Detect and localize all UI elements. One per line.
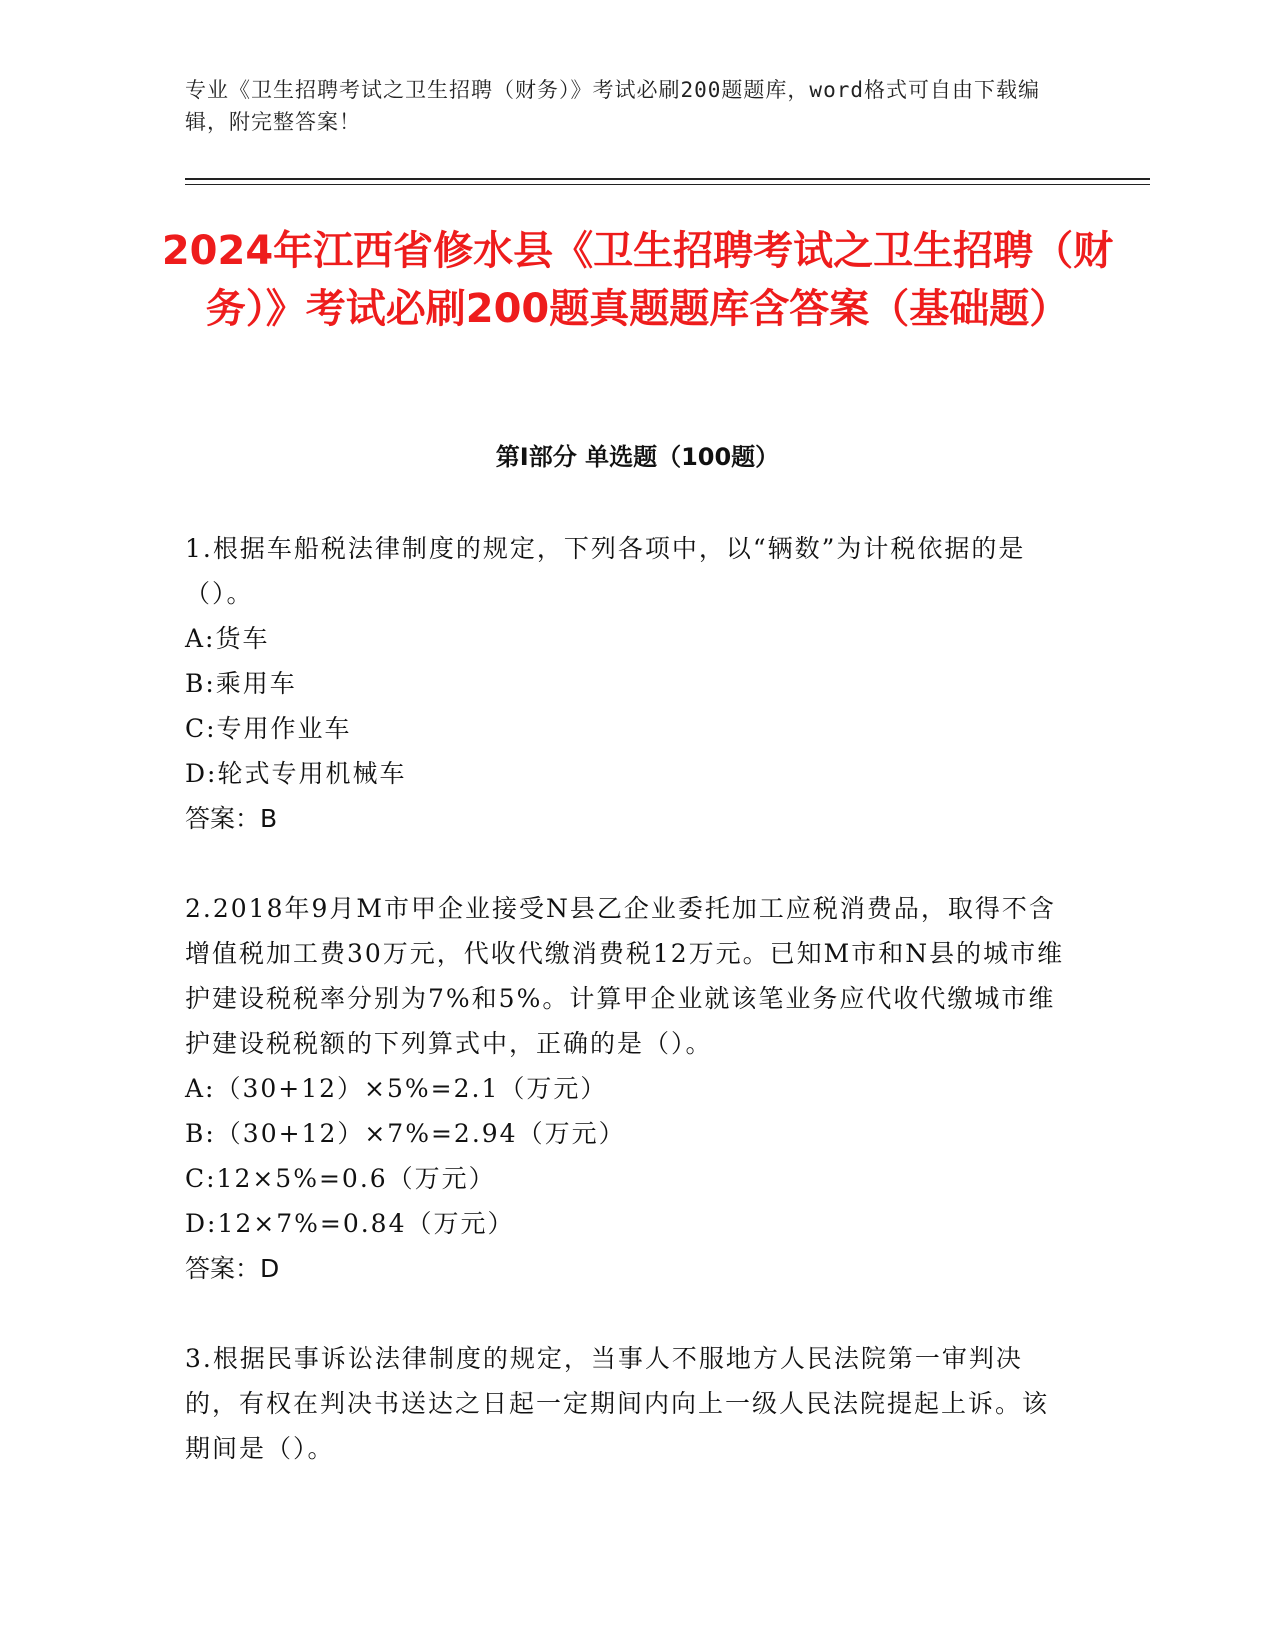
header-divider-thick	[185, 178, 1150, 180]
option-b: B:乘用车	[185, 669, 297, 698]
question-stem: 1.根据车船税法律制度的规定，下列各项中，以“辆数”为计税依据的是（）。	[185, 534, 1026, 608]
question-3	[185, 1336, 1065, 1471]
option-b: B:（30+12）×7%=2.94（万元）	[185, 1119, 626, 1148]
answer-line: 答案：D	[185, 1254, 280, 1283]
option-a: A:货车	[185, 624, 270, 653]
question-1	[185, 526, 1065, 841]
question-2	[185, 886, 1065, 1291]
answer-line: 答案：B	[185, 804, 278, 833]
header-divider-thin	[185, 184, 1150, 185]
option-c: C:12×5%=0.6（万元）	[185, 1164, 496, 1193]
option-c: C:专用作业车	[185, 714, 352, 743]
question-stem: 3.根据民事诉讼法律制度的规定，当事人不服地方人民法院第一审判决的，有权在判决书送达之日起一定期间内向上一级人民法院提起上诉。该期间是（）。	[185, 1344, 1050, 1463]
option-a: A:（30+12）×5%=2.1（万元）	[185, 1074, 608, 1103]
option-d: D:轮式专用机械车	[185, 759, 407, 788]
question-stem: 2.2018年9月M市甲企业接受N县乙企业委托加工应税消费品，取得不含增值税加工费30万元，代收代缴消费税12万元。已知M市和N县的城市维护建设税税率分别为7%和5%。计算甲企业就该笔业务应代收代缴城市维护建设税税额的下列算式中，正确的是（）。	[185, 894, 1065, 1058]
section-heading: 第Ⅰ部分 单选题（100题）	[495, 443, 780, 471]
header-note: 专业《卫生招聘考试之卫生招聘（财务）》考试必刷200题题库，word格式可自由下载编辑，附完整答案！	[185, 78, 1040, 134]
document-title: 2024年江西省修水县《卫生招聘考试之卫生招聘（财务）》考试必刷200题真题题库含答案（基础题）	[161, 228, 1114, 332]
option-d: D:12×7%=0.84（万元）	[185, 1209, 515, 1238]
question-list	[185, 526, 1065, 1516]
